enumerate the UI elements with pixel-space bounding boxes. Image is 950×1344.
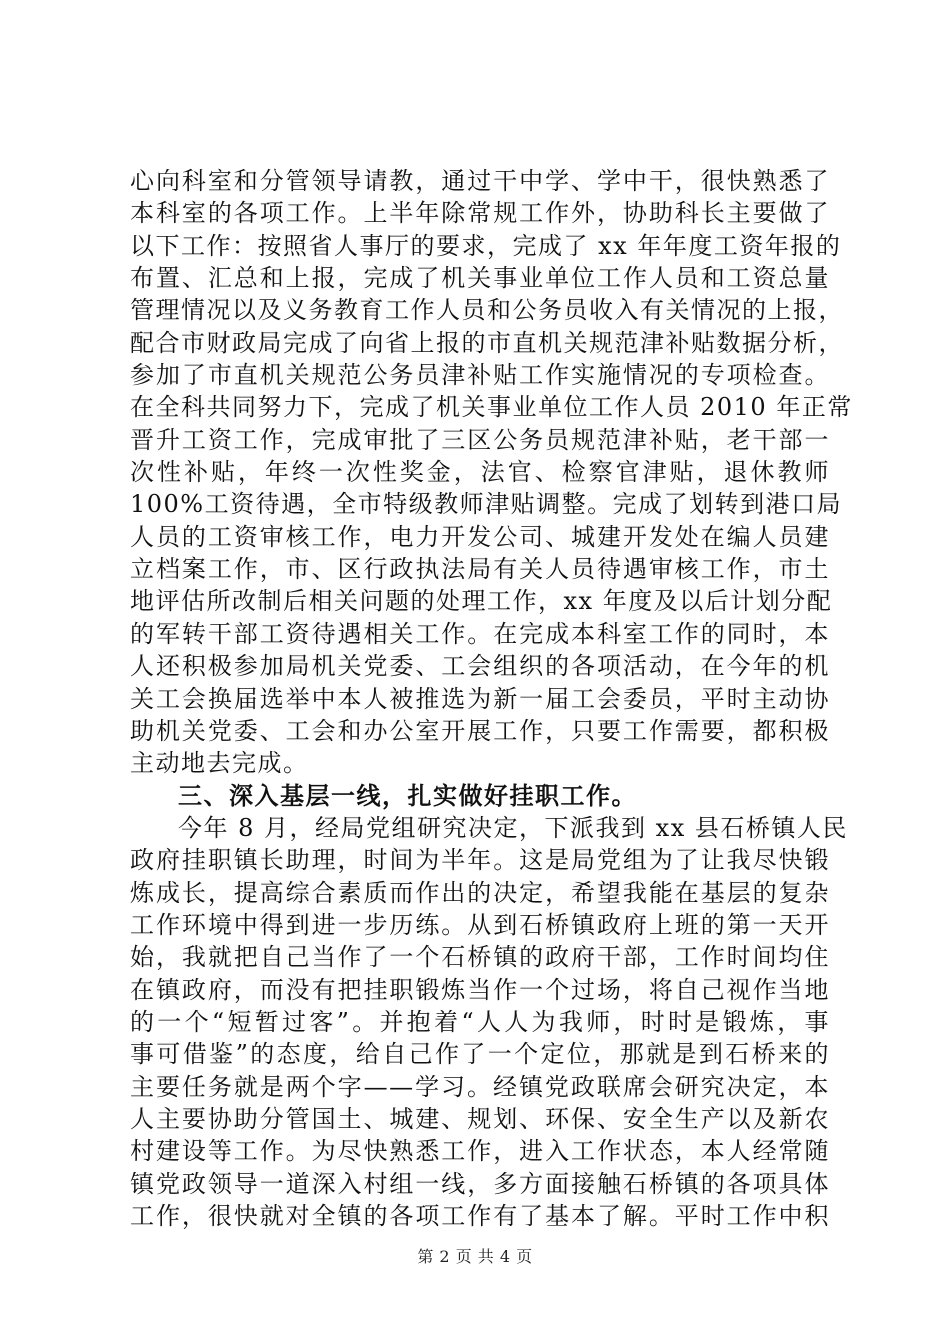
text-line: 本科室的各项工作。上半年除常规工作外，协助科长主要做了: [130, 199, 830, 228]
text-line: 在全科共同努力下，完成了机关事业单位工作人员 2010 年正常: [130, 393, 853, 422]
text-line: 工作，很快就对全镇的各项工作有了基本了解。平时工作中积: [130, 1202, 830, 1230]
text-line: 管理情况以及义务教育工作人员和公务员收入有关情况的上报，: [130, 296, 844, 325]
text-line: 人员的工资审核工作，电力开发公司、城建开发处在编人员建: [130, 522, 830, 551]
text-line: 工作环境中得到进一步历练。从到石桥镇政府上班的第一天开: [130, 910, 830, 939]
text-line: 布置、汇总和上报，完成了机关事业单位工作人员和工资总量: [130, 264, 830, 293]
text-line: 以下工作：按照省人事厅的要求，完成了 xx 年年度工资年报的: [130, 231, 842, 260]
text-line: 晋升工资工作，完成审批了三区公务员规范津补贴，老干部一: [130, 425, 830, 454]
text-line: 主要任务就是两个字——学习。经镇党政联席会研究决定，本: [130, 1072, 830, 1101]
text-line: 炼成长，提高综合素质而作出的决定，希望我能在基层的复杂: [130, 878, 830, 907]
document-body: [130, 165, 853, 1232]
text-line: 政府挂职镇长助理，时间为半年。这是局党组为了让我尽快锻: [130, 846, 830, 875]
text-line: 主动地去完成。: [130, 749, 309, 778]
text-line: 配合市财政局完成了向省上报的市直机关规范津补贴数据分析，: [130, 328, 844, 357]
text-line: 在镇政府，而没有把挂职锻炼当作一个过场，将自己视作当地: [130, 975, 830, 1004]
text-line: 100%工资待遇，全市特级教师津贴调整。完成了划转到港口局: [130, 490, 843, 519]
text-line: 今年 8 月，经局党组研究决定，下派我到 xx 县石桥镇人民: [178, 813, 848, 842]
text-line: 的一个“短暂过客”。并抱着“人人为我师，时时是锻炼，事: [130, 1007, 830, 1036]
text-line: 关工会换届选举中本人被推选为新一届工会委员，平时主动协: [130, 684, 830, 713]
text-line: 村建设等工作。为尽快熟悉工作，进入工作状态，本人经常随: [130, 1137, 830, 1166]
section-heading: 三、深入基层一线，扎实做好挂职工作。: [178, 780, 637, 810]
text-line: 地评估所改制后相关问题的处理工作，xx 年度及以后计划分配: [130, 587, 833, 616]
text-line: 事可借鉴”的态度，给自己作了一个定位，那就是到石桥来的: [130, 1040, 830, 1069]
page-footer: 第 2 页 共 4 页: [417, 1247, 533, 1266]
text-line: 助机关党委、工会和办公室开展工作，只要工作需要，都积极: [130, 716, 830, 745]
text-line: 人还积极参加局机关党委、工会组织的各项活动，在今年的机: [130, 652, 830, 681]
text-line: 人主要协助分管国土、城建、规划、环保、安全生产以及新农: [130, 1104, 830, 1133]
text-line: 次性补贴，年终一次性奖金，法官、检察官津贴，退休教师: [130, 458, 830, 487]
text-line: 参加了市直机关规范公务员津补贴工作实施情况的专项检查。: [130, 361, 830, 390]
text-line: 心向科室和分管领导请教，通过干中学、学中干，很快熟悉了: [130, 167, 830, 195]
text-line: 始，我就把自己当作了一个石桥镇的政府干部，工作时间均住: [130, 943, 830, 972]
text-line: 立档案工作，市、区行政执法局有关人员待遇审核工作，市土: [130, 555, 830, 584]
text-line: 镇党政领导一道深入村组一线，多方面接触石桥镇的各项具体: [130, 1169, 830, 1198]
text-line: 的军转干部工资待遇相关工作。在完成本科室工作的同时，本: [130, 619, 830, 648]
